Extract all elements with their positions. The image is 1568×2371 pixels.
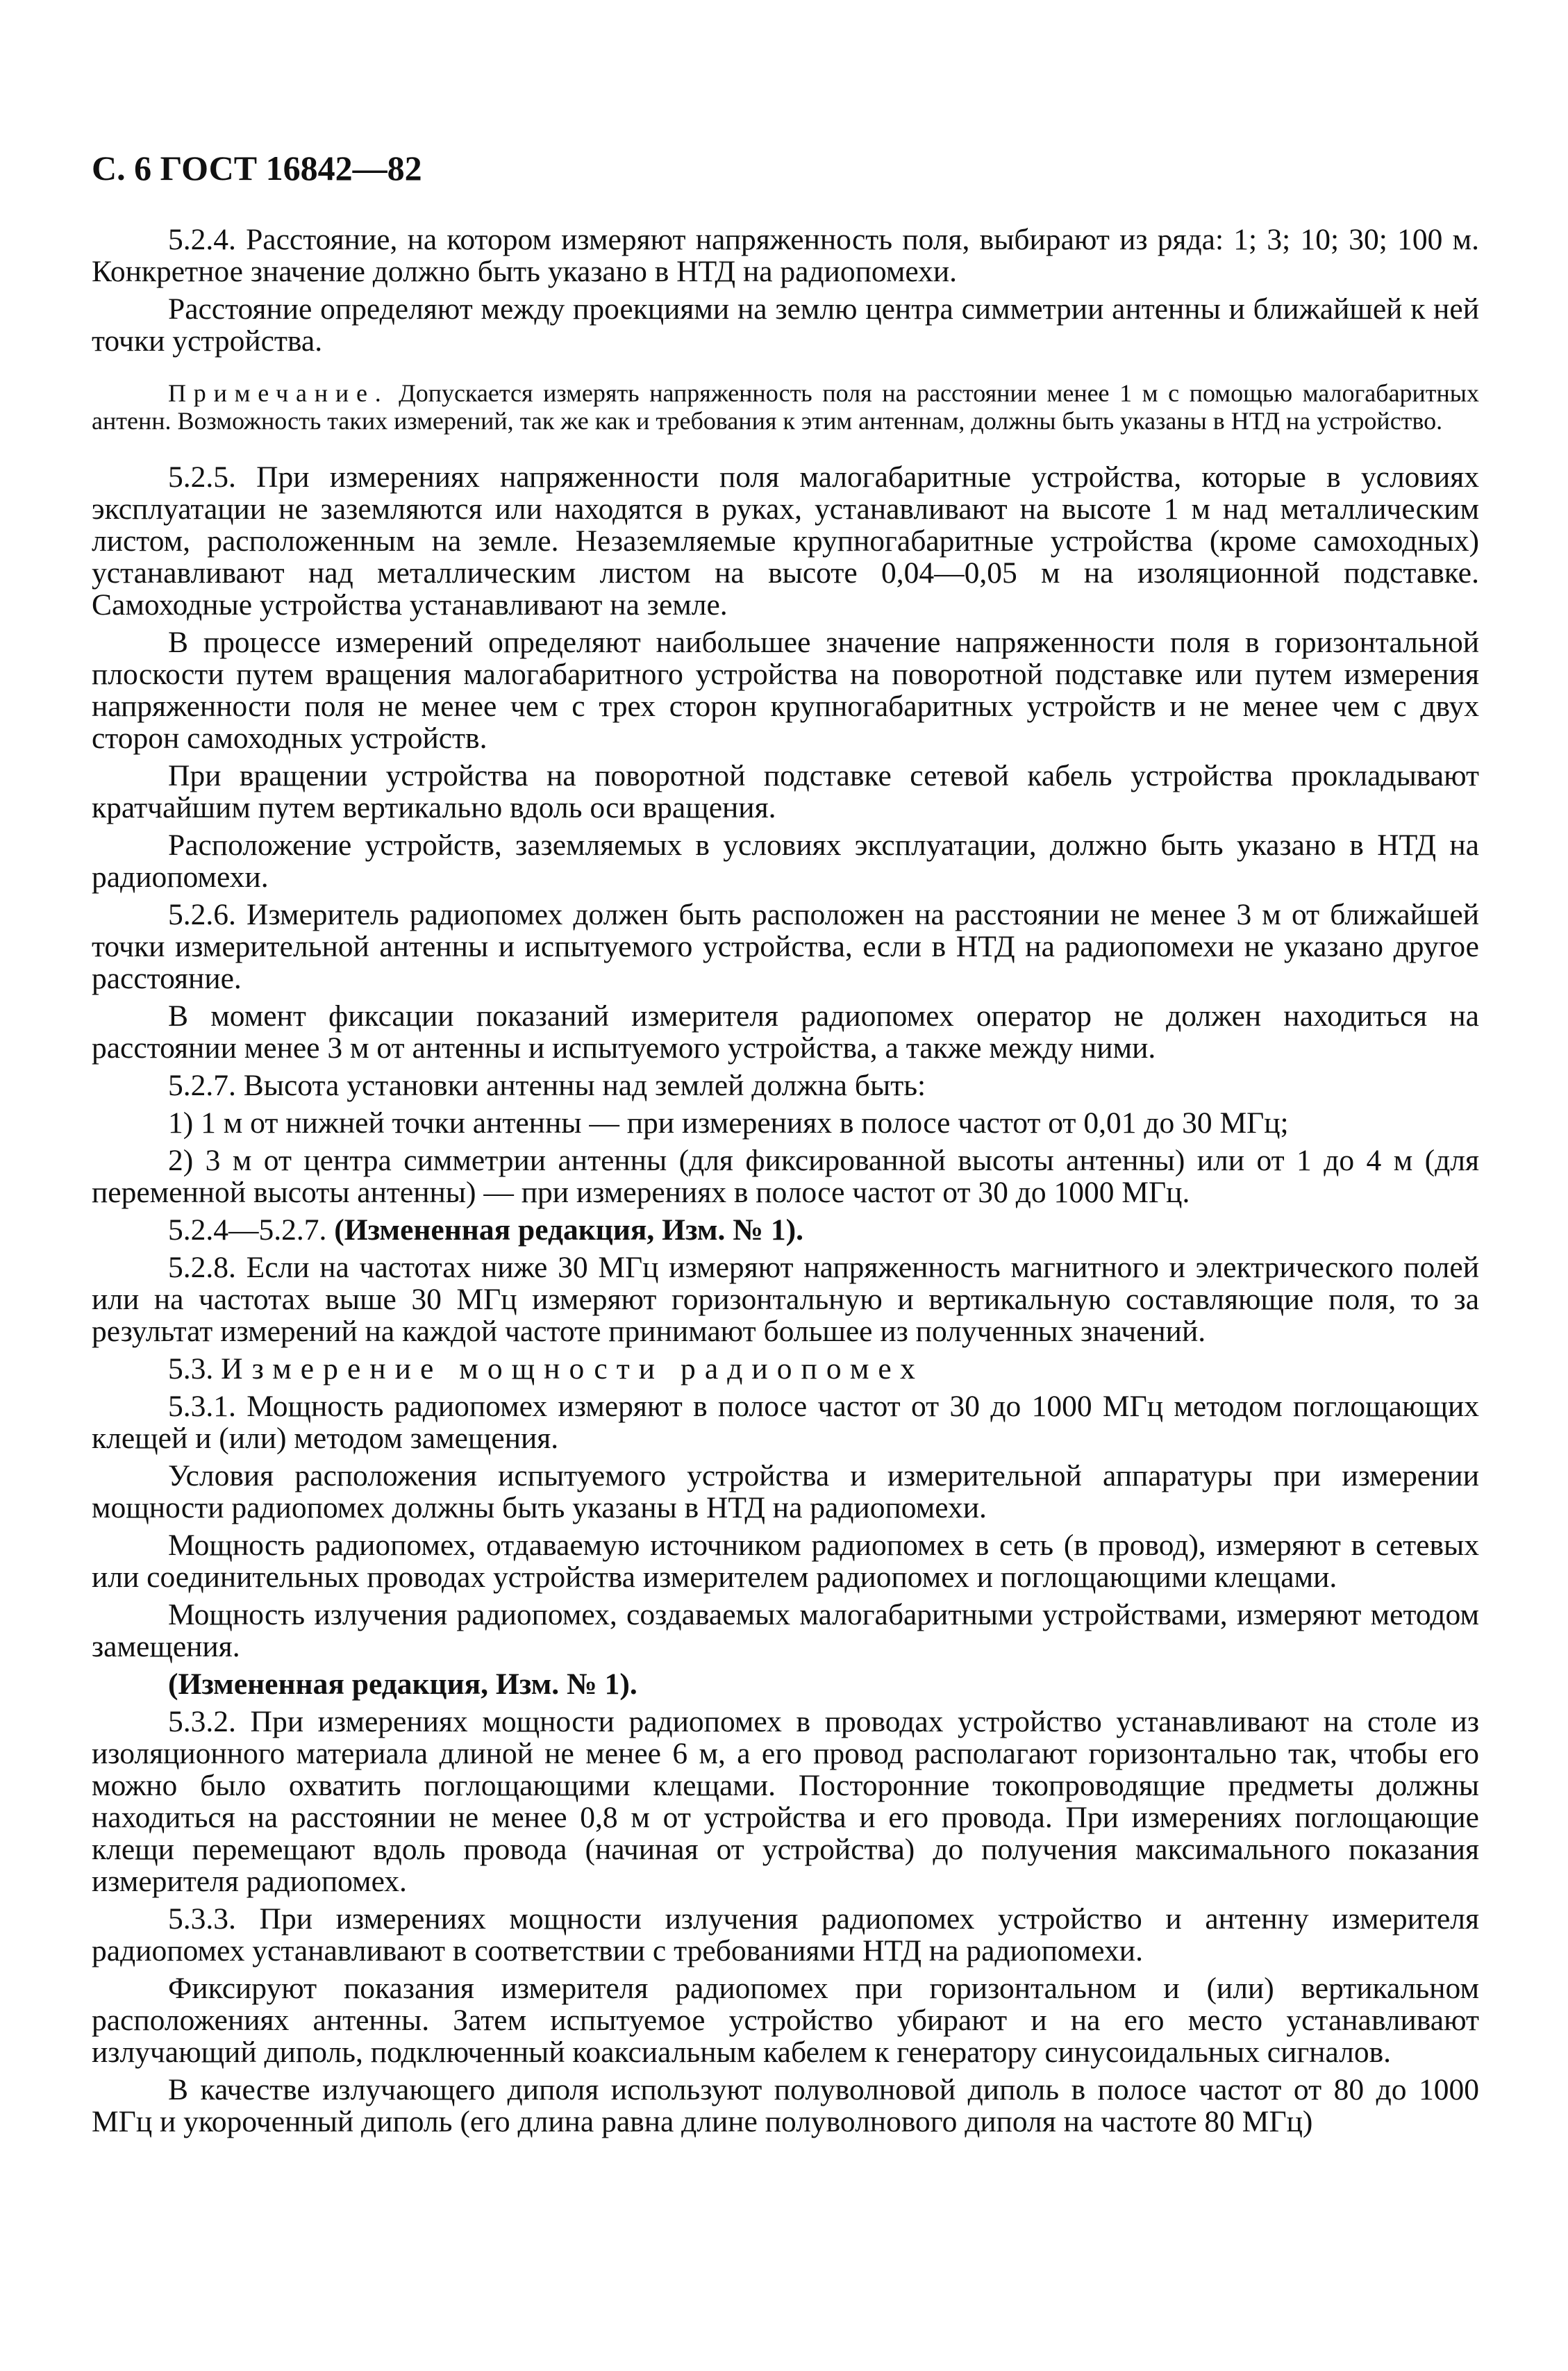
paragraph: 5.2.6. Измеритель радиопомех должен быть расположен на расстоянии не менее 3 м от ближайшей точки измерительной антенны и испытуемого устройства, если в НТД на радиопомехи не указано другое расстояние. (92, 898, 1479, 995)
paragraph: 5.2.7. Высота установки антенны над землей должна быть: (168, 1069, 926, 1102)
paragraph: 5.3.2. При измерениях мощности радиопомех в проводах устройство устанавливают на столе из изоляционного материала длиной не менее 6 м, а его провод располагают горизонтально так, чтобы его можно было охватить поглощающими клещами. Посторонние токопроводящие предметы должны находиться на расстоянии не менее 0,8 м от устройства и его провода. При измерениях поглощающие клещи перемещают вдоль провода (начиная от устройства) до получения максимального показания измерителя радиопомех. (92, 1705, 1479, 1898)
list-item: 2) 3 м от центра симметрии антенны (для фиксированной высоты антенны) или от 1 до 4 м (для переменной высоты антенны) — при измерениях в полосе частот от 30 до 1000 МГц. (92, 1144, 1479, 1209)
amendment-note: (Измененная редакция, Изм. № 1). (334, 1213, 803, 1247)
note-label: Примечание. (168, 379, 389, 407)
list-item: 1) 1 м от нижней точки антенны — при измерениях в полосе частот от 0,01 до 30 МГц; (168, 1106, 1289, 1140)
paragraph: Расстояние определяют между проекциями на землю центра симметрии антенны и ближайшей к ней точки устройства. (92, 292, 1479, 358)
paragraph: Условия расположения испытуемого устройства и измерительной аппаратуры при измерении мощности радиопомех должны быть указаны в НТД на радиопомехи. (92, 1459, 1479, 1524)
paragraph: В процессе измерений определяют наибольшее значение напряженности поля в горизонтальной плоскости путем вращения малогабаритного устройства на поворотной подставке или путем измерения напряженности поля не менее чем с трех сторон крупногабаритных устройств и не менее чем с двух сторон самоходных устройств. (92, 626, 1479, 755)
paragraph: 5.2.4. Расстояние, на котором измеряют напряженность поля, выбирают из ряда: 1; 3; 10; 30; 100 м. Конкретное значение должно быть указано в НТД на радиопомехи. (92, 223, 1479, 288)
amendment-note: (Измененная редакция, Изм. № 1). (168, 1667, 637, 1701)
document-body (92, 224, 1479, 2143)
paragraph: 5.3.1. Мощность радиопомех измеряют в полосе частот от 30 до 1000 МГц методом поглощающих клещей и (или) методом замещения. (92, 1390, 1479, 1455)
paragraph: 5.3.3. При измерениях мощности излучения радиопомех устройство и антенну измерителя радиопомех устанавливают в соответствии с требованиями НТД на радиопомехи. (92, 1902, 1479, 1967)
paragraph: Мощность излучения радиопомех, создаваемых малогабаритными устройствами, измеряют методом замещения. (92, 1598, 1479, 1663)
section-title: Измерение мощности радиопомех (221, 1352, 924, 1386)
section-heading (92, 1353, 1479, 1385)
paragraph: В качестве излучающего диполя используют полуволновой диполь в полосе частот от 80 до 1000 МГц и укороченный диполь (его длина равна длине полуволнового диполя на частоте 80 МГц) (92, 2073, 1479, 2138)
paragraph: В момент фиксации показаний измерителя радиопомех оператор не должен находиться на расстоянии менее 3 м от антенны и испытуемого устройства, а также между ними. (92, 999, 1479, 1065)
paragraph: При вращении устройства на поворотной подставке сетевой кабель устройства прокладывают кратчайшим путем вертикально вдоль оси вращения. (92, 759, 1479, 824)
amendment-ref: 5.2.4—5.2.7. (168, 1213, 335, 1247)
paragraph: 5.2.8. Если на частотах ниже 30 МГц измеряют напряженность магнитного и электрического полей или на частотах выше 30 МГц измеряют горизонтальную и вертикальную составляющие поля, то за результат измерений на каждой частоте принимают большее из полученных значений. (92, 1251, 1479, 1348)
page-header: С. 6 ГОСТ 16842—82 (92, 149, 422, 188)
note-text: Допускается измерять напряженность поля на расстоянии менее 1 м с помощью малогабаритных антенн. Возможность таких измерений, так же как и требования к этим антеннам, должны быть указаны в НТД на устройство. (92, 379, 1479, 435)
paragraph: Мощность радиопомех, отдаваемую источником радиопомех в сеть (в провод), измеряют в сетевых или соединительных проводах устройства измерителем радиопомех и поглощающими клещами. (92, 1529, 1479, 1594)
note-paragraph (92, 379, 1479, 435)
paragraph: Расположение устройств, заземляемых в условиях эксплуатации, должно быть указано в НТД на радиопомехи. (92, 829, 1479, 894)
amendment-paragraph (92, 1214, 1479, 1246)
paragraph: 5.2.5. При измерениях напряженности поля малогабаритные устройства, которые в условиях эксплуатации не заземляются или находятся в руках, устанавливают на высоте 1 м над металлическим листом, расположенным на земле. Незаземляемые крупногабаритные устройства (кроме самоходных) устанавливают над металлическим листом на высоте 0,04—0,05 м на изоляционной подставке. Самоходные устройства устанавливают на земле. (92, 460, 1479, 622)
section-number: 5.3. (168, 1352, 222, 1386)
paragraph: Фиксируют показания измерителя радиопомех при горизонтальном и (или) вертикальном расположениях антенны. Затем испытуемое устройство убирают и на его место устанавливают излучающий диполь, подключенный коаксиальным кабелем к генератору синусоидальных сигналов. (92, 1972, 1479, 2069)
